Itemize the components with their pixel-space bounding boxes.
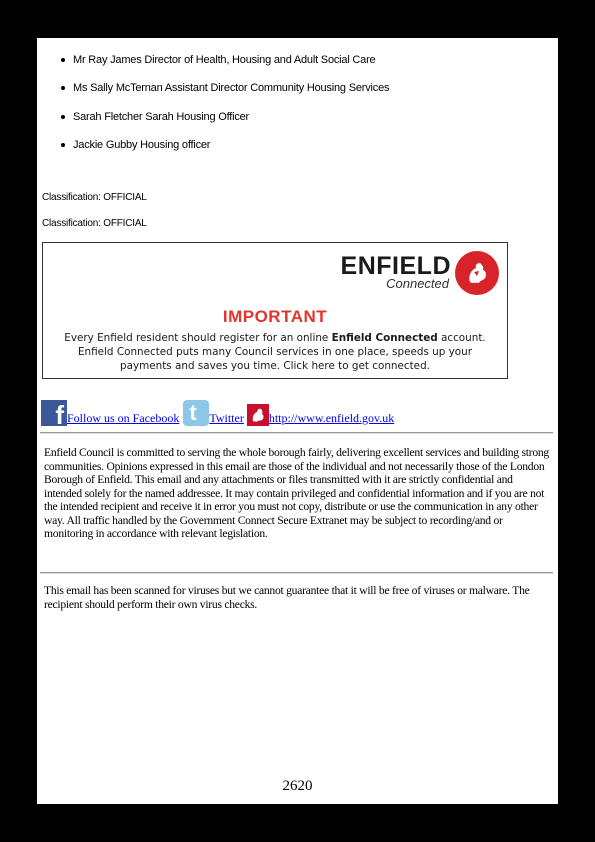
facebook-link[interactable]: Follow us on Facebook xyxy=(67,411,180,425)
banner-message: Every Enfield resident should register for an online Enfield Connected account. Enfield Connected puts many Council services in one place, speeds up your payments and saves you time. Click here to get connected. xyxy=(64,332,486,372)
classification-label: Classification: OFFICIAL xyxy=(42,192,147,203)
twitter-link[interactable]: Twitter xyxy=(209,411,244,425)
list-item: Mr Ray James Director of Health, Housing and Adult Social Care xyxy=(61,54,389,82)
list-item: Sarah Fletcher Sarah Housing Officer xyxy=(61,111,389,139)
twitter-icon[interactable]: t xyxy=(183,400,209,426)
list-item: Jackie Gubby Housing officer xyxy=(61,139,389,167)
bullet-icon xyxy=(61,115,65,119)
enfield-connected-banner[interactable] xyxy=(42,242,508,379)
social-links xyxy=(41,396,395,430)
attendee-list xyxy=(61,54,389,167)
enfield-dragon-logo-icon xyxy=(455,251,499,295)
facebook-icon[interactable]: f xyxy=(41,400,67,426)
bullet-icon xyxy=(61,86,65,90)
page-number: 2620 xyxy=(282,778,313,794)
enfield-website-icon[interactable] xyxy=(247,404,269,426)
important-heading: IMPORTANT xyxy=(222,307,328,326)
bullet-icon xyxy=(61,58,65,62)
website-link[interactable]: http://www.enfield.gov.uk xyxy=(268,411,395,425)
divider xyxy=(40,432,553,434)
legal-disclaimer: Enfield Council is committed to serving the whole borough fairly, delivering excellent services and building strong communities. Opinions expressed in this email are those of the individual and not necessarily those of the London Borough of Enfield. This email and any attachments or files transmitted with it are strictly confidential and intended solely for the named addressee. It may contain privileged and confidential information and if you are not the intended recipient and receive it in error you must not copy, distribute or use the communication in any other way. All traffic handled by the Government Connect Secure Extranet may be subject to recording/and or monitoring in accordance with relevant legislation. xyxy=(44,446,549,540)
list-item: Ms Sally McTernan Assistant Director Community Housing Services xyxy=(61,82,389,110)
virus-notice: This email has been scanned for viruses but we cannot guarantee that it will be free of viruses or malware. The recipient should perform their own virus checks. xyxy=(44,584,530,611)
classification-label: Classification: OFFICIAL xyxy=(42,218,147,229)
logo-wordmark: ENFIELD xyxy=(340,252,451,280)
document-page xyxy=(37,38,558,804)
divider xyxy=(40,572,553,574)
bullet-icon xyxy=(61,143,65,147)
logo-subtitle: Connected xyxy=(386,276,449,291)
